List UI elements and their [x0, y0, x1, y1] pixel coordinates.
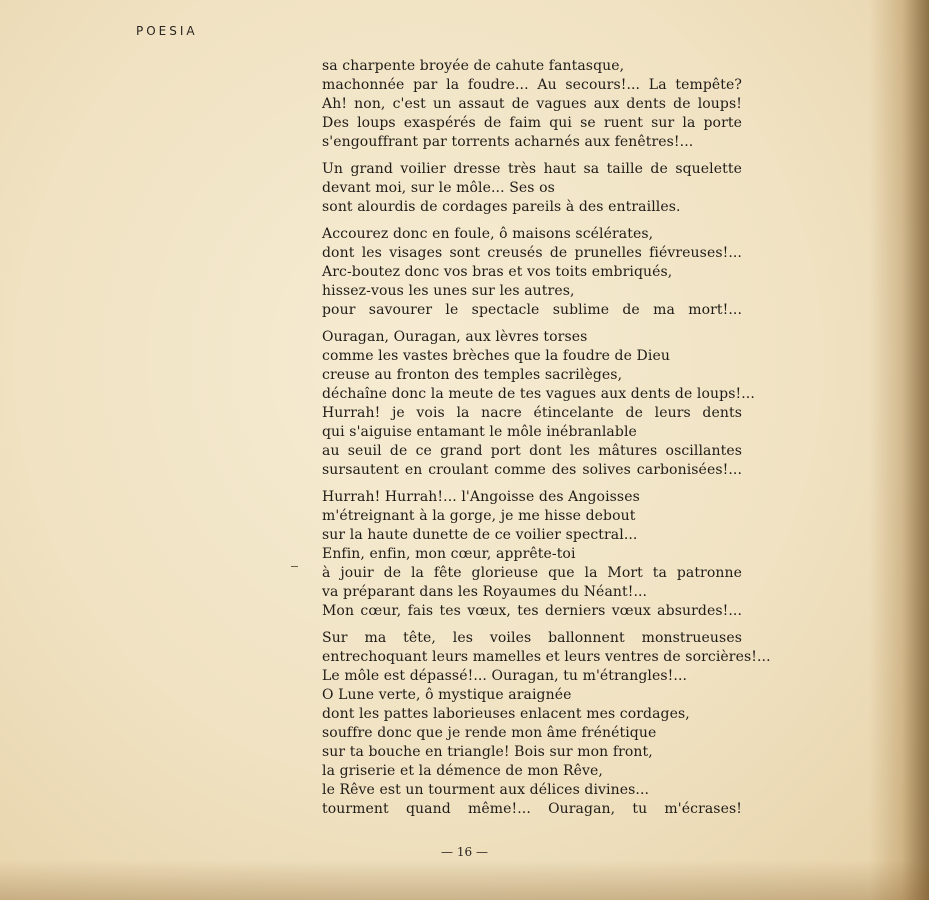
stanza — [322, 160, 742, 217]
poem-line: entrechoquant leurs mamelles et leurs ventres de sorcières!... — [322, 649, 771, 665]
poem-line: devant moi, sur le môle... Ses os — [322, 180, 555, 196]
poem-line: dont les visages sont creusés de prunelles fiévreuses!... — [322, 245, 742, 261]
poem-line: tourment quand même!... Ouragan, tu m'écrases! — [322, 801, 742, 817]
poem-line: O Lune verte, ô mystique araignée — [322, 687, 572, 703]
poem-body — [322, 57, 771, 827]
poem-line: pour savourer le spectacle sublime de ma mort!... — [322, 302, 742, 318]
poem-line: déchaîne donc la meute de tes vagues aux dents de loups!... — [322, 386, 755, 402]
running-header: POESIA — [136, 24, 198, 38]
poem-line: comme les vastes brèches que la foudre de Dieu — [322, 348, 670, 364]
poem-line: souffre donc que je rende mon âme frénétique — [322, 725, 657, 741]
stanza — [322, 57, 742, 152]
stanza — [322, 488, 742, 621]
poem-line: dont les pattes laborieuses enlacent mes cordages, — [322, 706, 690, 722]
margin-mark — [291, 566, 298, 567]
poem-line: Enfin, enfin, mon cœur, apprête-toi — [322, 546, 576, 562]
poem-line: Hurrah! je vois la nacre étincelante de leurs dents — [322, 405, 742, 421]
poem-line: Mon cœur, fais tes vœux, tes derniers vœux absurdes!... — [322, 603, 742, 619]
stanza — [322, 328, 755, 480]
poem-line: sursautent en croulant comme des solives carbonisées!... — [322, 462, 742, 478]
poem-line: creuse au fronton des temples sacrilèges, — [322, 367, 623, 383]
poem-line: Un grand voilier dresse très haut sa taille de squelette — [322, 161, 742, 177]
poem-line: m'étreignant à la gorge, je me hisse debout — [322, 508, 636, 524]
poem-line: Des loups exaspérés de faim qui se ruent sur la porte — [322, 115, 742, 131]
poem-line: s'engouffrant par torrents acharnés aux fenêtres!... — [322, 134, 694, 150]
poem-line: Ouragan, Ouragan, aux lèvres torses — [322, 329, 588, 345]
poem-line: sa charpente broyée de cahute fantasque, — [322, 58, 625, 74]
page-edge-shadow — [869, 0, 929, 900]
poem-line: Sur ma tête, les voiles ballonnent monstrueuses — [322, 630, 742, 646]
poem-line: Ah! non, c'est un assaut de vagues aux dents de loups! — [322, 96, 742, 112]
poem-line: le Rêve est un tourment aux délices divines... — [322, 782, 650, 798]
stanza — [322, 629, 771, 819]
poem-line: à jouir de la fête glorieuse que la Mort ta patronne — [322, 565, 742, 581]
poem-line: qui s'aiguise entamant le môle inébranlable — [322, 424, 637, 440]
poem-line: Hurrah! Hurrah!... l'Angoisse des Angoisses — [322, 489, 640, 505]
poem-line: sur ta bouche en triangle! Bois sur mon front, — [322, 744, 653, 760]
page-number: — 16 — — [441, 845, 488, 859]
poem-line: Arc-boutez donc vos bras et vos toits embriqués, — [322, 264, 673, 280]
poem-line: au seuil de ce grand port dont les mâtures oscillantes — [322, 443, 742, 459]
poem-line: va préparant dans les Royaumes du Néant!... — [322, 584, 648, 600]
poem-line: Le môle est dépassé!... Ouragan, tu m'étrangles!... — [322, 668, 688, 684]
poem-line: hissez-vous les unes sur les autres, — [322, 283, 575, 299]
poem-line: sur la haute dunette de ce voilier spectral... — [322, 527, 638, 543]
stanza — [322, 225, 742, 320]
poem-line: machonnée par la foudre... Au secours!... La tempête? — [322, 77, 742, 93]
poem-line: Accourez donc en foule, ô maisons scélérates, — [322, 226, 654, 242]
poem-line: la griserie et la démence de mon Rêve, — [322, 763, 603, 779]
page-bottom-shadow — [0, 860, 929, 900]
poem-line: sont alourdis de cordages pareils à des entrailles. — [322, 199, 681, 215]
